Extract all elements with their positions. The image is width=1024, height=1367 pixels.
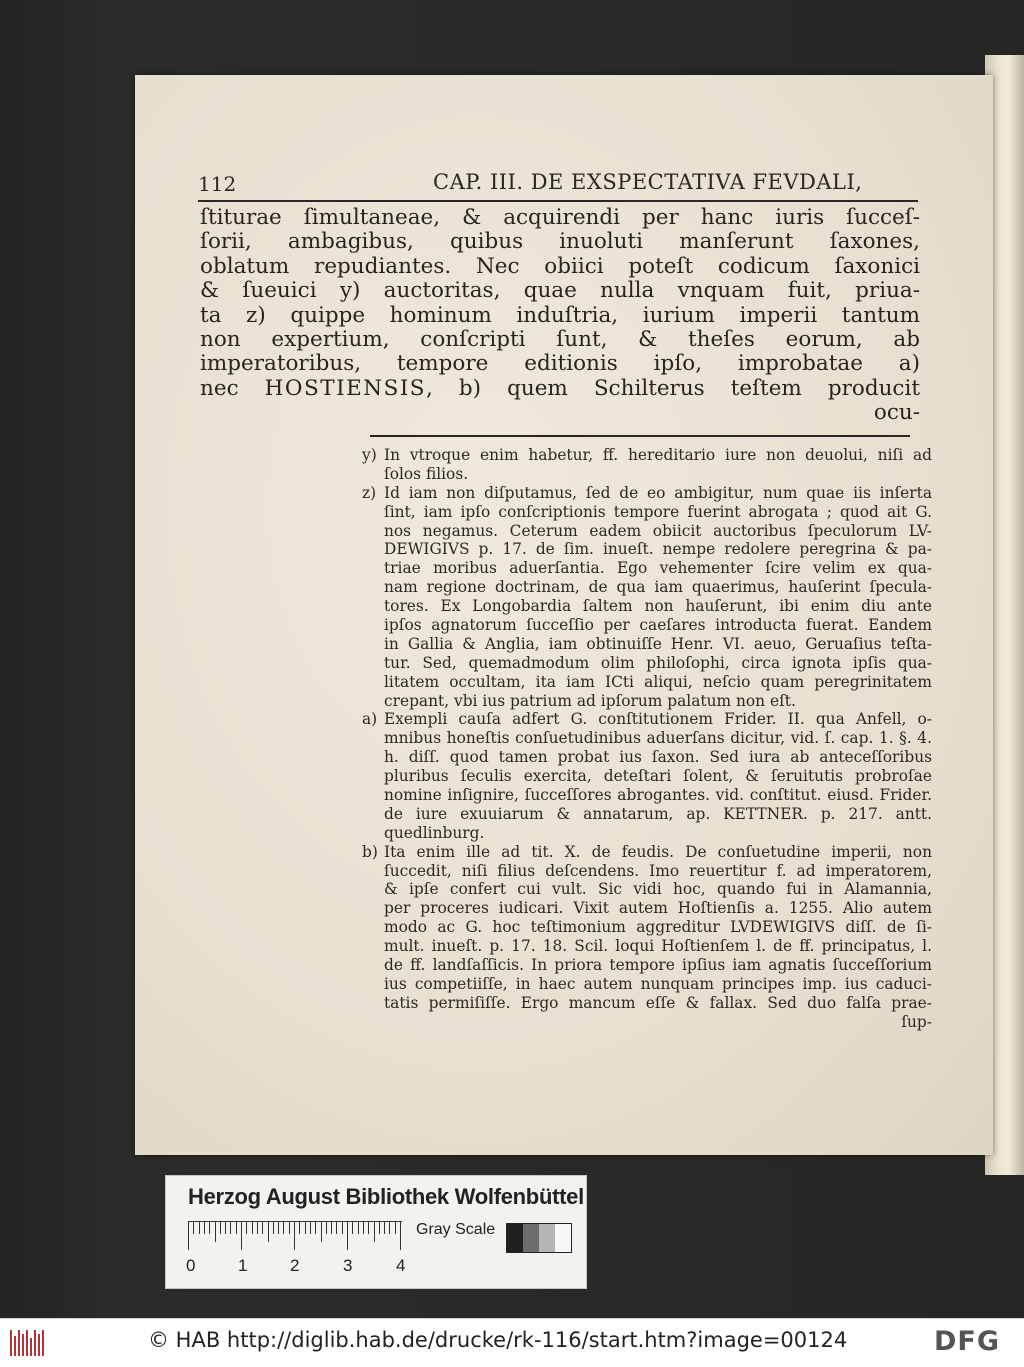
main-text-line: ſtiturae ſimultaneae, & acquirendi per hanc iuris ſucceſ- — [200, 205, 920, 230]
ruler-tick — [347, 1222, 348, 1250]
ruler-tick — [236, 1222, 237, 1234]
main-text — [200, 206, 920, 426]
ruler-tick — [225, 1222, 226, 1234]
ruler-label: 3 — [343, 1256, 353, 1275]
ruler-label: 1 — [238, 1256, 248, 1275]
ruler-tick — [379, 1222, 380, 1234]
ruler-tick — [400, 1222, 401, 1250]
footnote-marker: b) — [362, 842, 378, 861]
main-text-line: ſorii, ambagibus, quibus inuoluti manſerunt ſaxones, — [200, 229, 920, 255]
footnote-line: de iure exuuiarum & annatarum, ap. KETTNER. p. 217. antt. — [384, 804, 932, 823]
ruler-tick — [374, 1222, 375, 1242]
footnote-marker: y) — [362, 446, 377, 464]
main-text-line: & ſueuici y) auctoritas, quae nulla vnquam fuit, priua- — [200, 278, 920, 304]
footnote-line: nam regione doctrinam, de qua iam quaerimus, hauſerint ſpecula- — [384, 578, 932, 597]
footnote-line — [362, 843, 932, 862]
main-text-line: nec HOSTIENSIS, b) quem Schilterus teſtem producit — [200, 375, 920, 401]
library-name: Herzog August Bibliothek Wolfenbüttel — [188, 1184, 584, 1209]
footnote-line: de ff. landſaſſicis. In priora tempore ipſius iam agnatis ſucceſſorium — [384, 956, 932, 975]
footnote-text: Ita enim ille ad tit. X. de feudis. De conſuetudine imperii, non — [384, 842, 932, 861]
footnote-line: ius competiiſſe, in haec autem nunquam principes imp. ius caduci- — [384, 974, 932, 993]
footnote-text: Exempli cauſa adfert G. conſtitutionem Frider. II. qua Anfell, o- — [384, 710, 932, 729]
library-color-card — [165, 1175, 587, 1289]
ruler-tick — [193, 1222, 194, 1234]
footnote-line: modo ac G. hoc teſtimonium aggreditur LVDEWIGIVS diſſ. de ſi- — [384, 918, 932, 937]
footnote-line — [362, 446, 932, 465]
ruler-label: 2 — [290, 1256, 300, 1275]
ruler-tick — [331, 1222, 332, 1234]
ruler-tick — [363, 1222, 364, 1234]
ruler-tick — [241, 1222, 242, 1250]
ruler-tick — [246, 1222, 247, 1234]
ruler-tick — [358, 1222, 359, 1234]
ruler-tick — [342, 1222, 343, 1234]
footnote-line: litatem occultam, ita iam ICti aliqui, neſcio quam peregrinitatem — [384, 672, 932, 691]
ruler-tick — [283, 1222, 284, 1234]
footnote-line: h. diſſ. quod tamen probat ius ſaxon. Sed iura ab anteceſſoribus — [384, 748, 932, 767]
footnote-line: mult. inueſt. p. 17. 18. Scil. loqui Hoſtienſem l. de ff. principatus, l. — [384, 937, 932, 956]
ruler-tick — [204, 1222, 205, 1234]
footnote-line: ſolos filios. — [384, 464, 469, 483]
gray-swatch — [555, 1224, 571, 1252]
footnote-marker: z) — [362, 483, 377, 502]
footer-bar — [0, 1318, 1024, 1367]
gray-swatch — [507, 1224, 523, 1252]
catchword: ſup- — [901, 1012, 932, 1031]
main-text-line: imperatoribus, tempore editionis ipſo, improbatae a) — [200, 351, 920, 377]
ruler-tick — [252, 1222, 253, 1234]
footnote-line: ipſos agnatorum ſucceſſio per caeſares introducta fuerat. Eandem — [384, 616, 932, 635]
ruler-tick — [230, 1222, 231, 1234]
ruler-tick — [199, 1222, 200, 1234]
ruler-tick — [336, 1222, 337, 1234]
ruler-tick — [273, 1222, 274, 1234]
ruler-tick — [268, 1222, 269, 1242]
footnote-line: quedlinburg. — [384, 823, 485, 842]
footnote-text: In vtroque enim habetur, ff. hereditario iure non deuolui, niſi ad — [384, 446, 932, 464]
dfg-logo: DFG — [934, 1326, 1001, 1357]
ruler-tick — [352, 1222, 353, 1234]
footnote-text: Id iam non diſputamus, ſed de eo ambigitur, num quae iis inſerta — [384, 483, 932, 502]
ruler-tick — [289, 1222, 290, 1234]
gray-scale-swatches — [506, 1223, 572, 1253]
footnote-line: ſint, iam ipſo conſcriptionis tempore fuerint abrogata ; quod ait G. — [384, 502, 932, 521]
ruler-tick — [215, 1222, 216, 1242]
gray-swatch — [523, 1224, 539, 1252]
footnote-line: crepant, vbi ius patrium ad ipſorum palatum non eſt. — [384, 691, 796, 710]
footnote-line: in Gallia & Anglia, iam obtinuiſſe Henr. VI. aeuo, Geruaſius teſta- — [384, 634, 932, 653]
footnote-line: pluribus ſeculis exercita, deteſtari ſolent, & ſeruitutis probroſae — [384, 767, 932, 786]
footnote-rule — [370, 435, 910, 437]
footnote-line: mnibus honeſtis conſuetudinibus aduerſans dicitur, vid. ſ. cap. 1. §. 4. — [384, 729, 932, 748]
ruler-label: 0 — [186, 1256, 196, 1275]
ruler-tick — [321, 1222, 322, 1242]
footnote-line: nomine inſignire, ſucceſſores abrogantes. vid. conſtitut. eiusd. Frider. — [384, 786, 932, 805]
ruler-tick — [209, 1222, 210, 1234]
ruler-tick — [257, 1222, 258, 1234]
copyright-link[interactable]: © HAB http://diglib.hab.de/drucke/rk-116/start.htm?image=00124 — [148, 1328, 848, 1352]
ruler-tick — [188, 1222, 189, 1250]
main-text-line: non expertium, conſcripti ſunt, & theſes eorum, ab — [200, 326, 920, 352]
ruler-tick — [368, 1222, 369, 1234]
ruler-tick — [305, 1222, 306, 1234]
ruler-tick — [220, 1222, 221, 1234]
footnote-line: ſuccedit, niſi filius deſcendens. Imo reuertitur f. ad imperatorem, — [384, 861, 932, 880]
footnote-marker: a) — [362, 710, 378, 729]
footnote-line: per proceres iudicari. Vixit autem Hoſtienſis a. 1255. Alio autem — [384, 899, 932, 918]
gray-scale-label: Gray Scale — [416, 1221, 496, 1238]
footnote-line: triae moribus aduerſantia. Ego vehementer ſcire velim ex qua- — [384, 559, 932, 578]
footnote-line: tores. Ex Longobardia ſaltem non hauſerunt, ibi enim diu ante — [384, 597, 932, 616]
ruler-label: 4 — [396, 1256, 406, 1275]
footnote-line: tur. Sed, quemadmodum olim philoſophi, circa ignota ipſis qua- — [384, 653, 932, 672]
ruler-tick — [315, 1222, 316, 1234]
ruler-tick — [294, 1222, 295, 1250]
main-text-catchword: ocu- — [873, 400, 920, 426]
main-text-line: ta z) quippe hominum induſtria, iurium imperii tantum — [200, 302, 920, 328]
footnotes — [362, 446, 932, 1032]
footnote-line: DEWIGIVS p. 17. de ſim. inueſt. nempe redolere peregrina & pa- — [384, 540, 932, 559]
ruler-tick — [326, 1222, 327, 1234]
ruler-tick — [310, 1222, 311, 1234]
ruler-tick — [395, 1222, 396, 1234]
ruler-tick — [299, 1222, 300, 1234]
hab-logo-icon — [10, 1330, 44, 1356]
ruler-tick — [389, 1222, 390, 1234]
footnote-line: nos negamus. Ceterum eadem obiicit auctoribus ſpeculorum LV- — [384, 521, 932, 540]
running-head: CAP. III. DE EXSPECTATIVA FEVDALI, — [433, 170, 863, 194]
ruler-tick — [262, 1222, 263, 1234]
footnote-line: & ipſe confert cui vult. Sic vidi hoc, quando fui in Alamannia, — [384, 880, 932, 899]
footnote-line — [362, 484, 932, 503]
gray-swatch — [539, 1224, 555, 1252]
footnote-line: tatis permiſiſſe. Ergo mancum eſſe & fallax. Sed duo falſa prae- — [384, 993, 932, 1012]
ruler-tick — [384, 1222, 385, 1234]
scale-ruler — [188, 1221, 402, 1252]
page-number: 112 — [198, 172, 237, 196]
page-header — [198, 170, 918, 202]
ruler-tick — [278, 1222, 279, 1234]
footnote-line — [362, 710, 932, 729]
main-text-line: oblatum repudiantes. Nec obiici poteſt codicum ſaxonici — [200, 253, 920, 279]
